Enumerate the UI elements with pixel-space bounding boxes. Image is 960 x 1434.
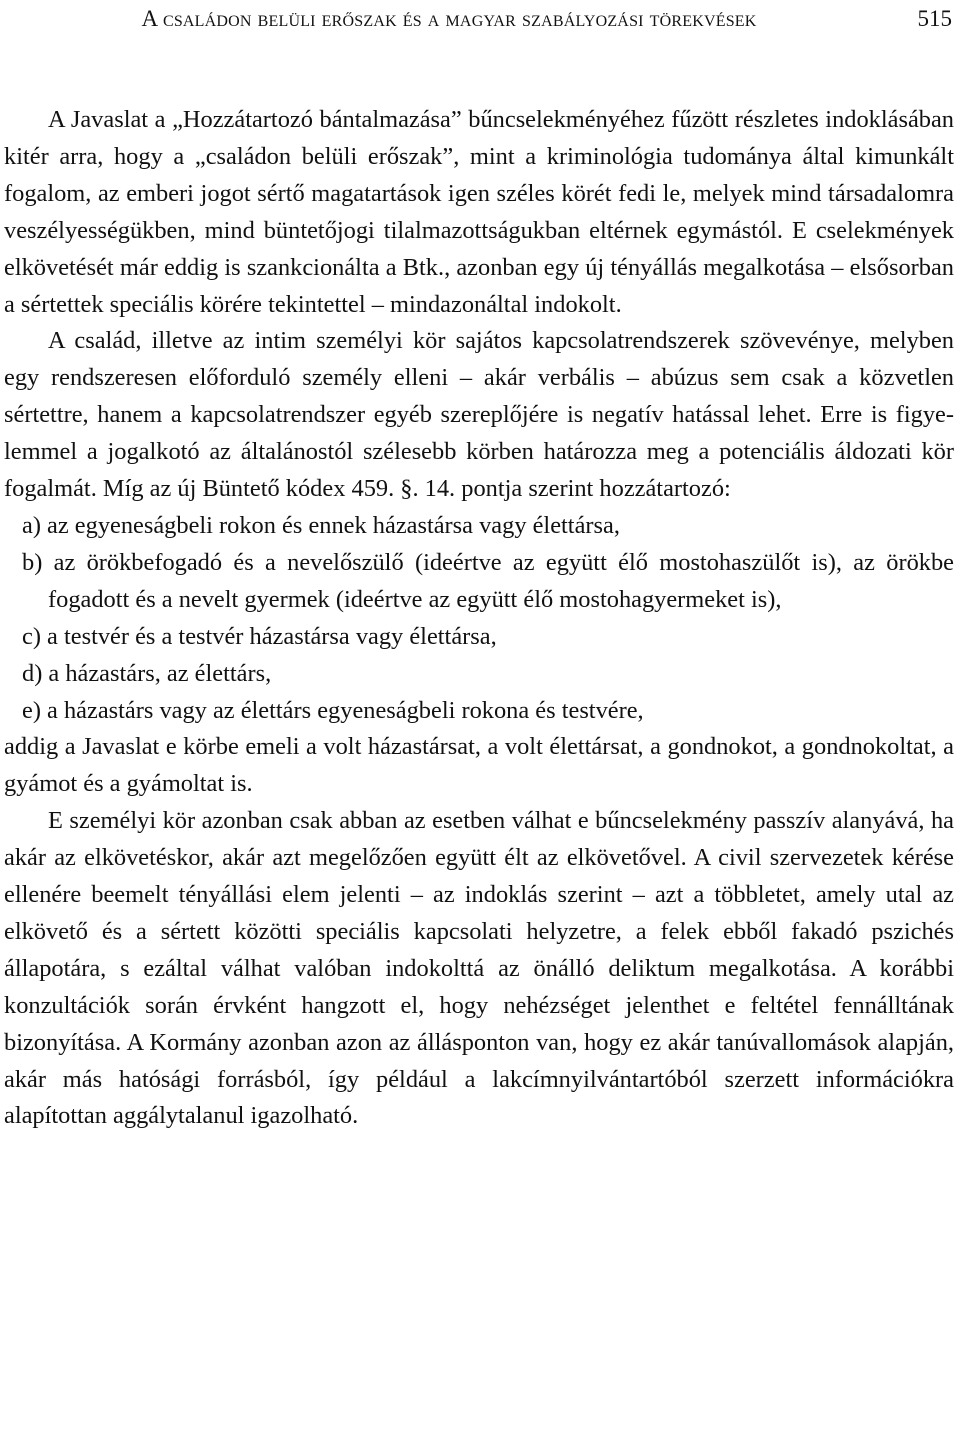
list-item: c) a testvér és a testvér házastársa vagy élettársa,: [22, 622, 497, 650]
relatives-list: [4, 508, 954, 729]
running-header: [4, 0, 954, 74]
list-item: d) a házastárs, az élettárs,: [22, 659, 272, 687]
running-title: A családon belüli erőszak és a magyar szabályozási törekvések: [141, 6, 757, 31]
body-text: [4, 102, 954, 1135]
paragraph: addig a Javaslat e körbe emeli a volt házastársat, a volt élettársat, a gondnokot, a gondnokoltat, a gyámot és a gyámoltat is.: [4, 733, 954, 798]
paragraph: E személyi kör azonban csak abban az esetben válhat e bűncselekmény passzív alanyává, ha akár az elkövetéskor, akár azt megelőzően együtt élt az elkövetővel. A civil szervezetek kérése ellenére beemelt tényállási elem jelenti – az indoklás szerint – azt a többletet, amely utal az elkövető és a sértett közötti speciális kapcsolati helyzetre, a felek ebből fakadó pszichés állapotára, s ezáltal válhat valóban indokolttá az önálló deliktum megalkotása. A korábbi konzultációk során érvként hangzott el, hogy nehézséget jelenthet e feltétel fennálltának bizonyítása. A Kormány azonban azon az állásponton van, hogy ez akár tanúvallomások alapján, akár más hatósági forrásból, így például a lakcímnyilvántartóból szerzett információkra alapítottan aggálytalanul igazolható.: [4, 807, 954, 1130]
paragraph: A Javaslat a „Hozzátartozó bántalmazása” bűncselekményéhez fűzött részletes indoklásában kitér arra, hogy a „családon belüli erőszak”, mint a kriminológia tudománya által kimunkált fogalom, az emberi jogot sértő magatartások igen széles körét fedi le, melyek mind társadalomra veszélyességükben, mind büntetőjogi tilalmazottságukban eltérnek egymástól. E cselekmények elkövetését már eddig is szankcionálta a Btk., azonban egy új tényállás megalkotása – elsősorban a sértettek speciális körére tekintettel – mindazonáltal indokolt.: [4, 106, 954, 318]
document-page: [4, 0, 954, 1135]
list-item: e) a házastárs vagy az élettárs egyeneságbeli rokona és testvére,: [22, 696, 644, 724]
list-item: b) az örökbefogadó és a nevelőszülő (ideértve az együtt élő mostohaszülőt is), az örökbe fogadott és a nevelt gyermek (ideértve az együtt élő mostohagyermeket is),: [22, 548, 954, 613]
paragraph: A család, illetve az intim személyi kör sajátos kapcsolatrendszerek szövevénye, melyben egy rendszeresen előforduló személy elleni – akár verbális – abúzus sem csak a közvetlen sértettre, hanem a kapcsolatrendszer egyéb szereplőjére is negatív hatással lehet. Erre is figyelemmel a jogalkotó az általánostól szélesebb körben határozza meg a potenciális áldozati kör fogalmát. Míg az új Büntető kódex 459. §. 14. pontja szerint hozzátartozó:: [4, 327, 954, 503]
list-item: a) az egyeneságbeli rokon és ennek házastársa vagy élettársa,: [22, 511, 620, 539]
page-number: 515: [917, 6, 952, 31]
